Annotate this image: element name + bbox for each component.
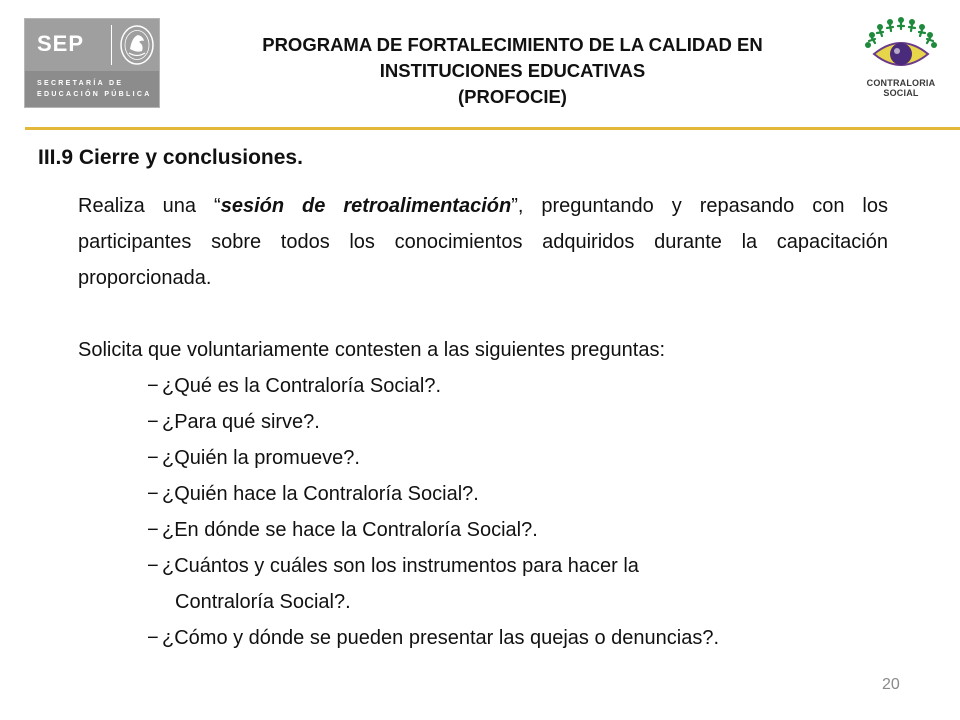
program-title-line3: (PROFOCIE): [458, 86, 567, 107]
sep-logo-bottom: [25, 71, 159, 107]
question-text: ¿Cómo y dónde se pueden presentar las quejas o denuncias?.: [162, 627, 720, 649]
sep-logo: [24, 18, 160, 108]
contraloria-social-logo: [860, 14, 942, 104]
page-number: 20: [882, 676, 900, 693]
bullet-dash: −: [147, 519, 159, 541]
sep-logo-divider: [111, 25, 112, 65]
bullet-dash: −: [147, 555, 159, 577]
sep-logo-line1: SECRETARÍA DE: [37, 80, 124, 87]
intro-text-before: Realiza una “: [78, 195, 221, 217]
question-text: ¿Para qué sirve?.: [162, 411, 320, 433]
bullet-dash: −: [147, 483, 159, 505]
list-item: [78, 404, 888, 440]
list-item: [78, 620, 888, 656]
question-text: ¿Cuántos y cuáles son los instrumentos para hacer la: [162, 555, 639, 577]
intro-emphasis: sesión de retroalimentación: [220, 195, 512, 217]
bullet-dash: −: [147, 447, 159, 469]
program-title-line2: INSTITUCIONES EDUCATIVAS: [379, 60, 646, 81]
bullet-dash: −: [147, 411, 159, 433]
list-item: [78, 512, 888, 548]
question-text: ¿En dónde se hace la Contraloría Social?.: [162, 519, 538, 541]
bullet-dash: −: [147, 375, 159, 397]
sep-logo-word: SEP: [37, 31, 85, 56]
intro-text-after: ”, preguntando y repasando con los participantes sobre todos los conocimientos adquiridos durante la capacitación proporcionada.: [78, 195, 888, 289]
list-item: [78, 476, 888, 512]
intro-paragraph: [78, 188, 888, 296]
list-item: [78, 368, 888, 404]
sep-logo-top: [25, 19, 159, 71]
questions-intro: Solicita que voluntariamente contesten a las siguientes preguntas:: [78, 339, 666, 361]
program-title: [190, 32, 835, 110]
contraloria-logo-line1: CONTRALORIA: [866, 78, 936, 88]
question-text: ¿Quién la promueve?.: [162, 447, 360, 469]
program-title-line1: PROGRAMA DE FORTALECIMIENTO DE LA CALIDAD EN: [262, 34, 763, 55]
sep-logo-line2: EDUCACIÓN PÚBLICA: [37, 91, 152, 98]
section-heading: III.9 Cierre y conclusiones.: [38, 146, 303, 169]
list-item: [78, 440, 888, 476]
header-divider: [25, 127, 960, 130]
list-item: [78, 548, 888, 620]
national-seal-icon: [118, 23, 156, 67]
section-body: [78, 188, 888, 656]
contraloria-logo-line2: SOCIAL: [883, 88, 919, 98]
contraloria-eye-icon: [860, 14, 942, 80]
question-text: ¿Qué es la Contraloría Social?.: [162, 375, 442, 397]
questions-list: [78, 368, 888, 656]
question-text: ¿Quién hace la Contraloría Social?.: [162, 483, 479, 505]
question-text-continuation: Contraloría Social?.: [175, 591, 351, 613]
bullet-dash: −: [147, 627, 159, 649]
